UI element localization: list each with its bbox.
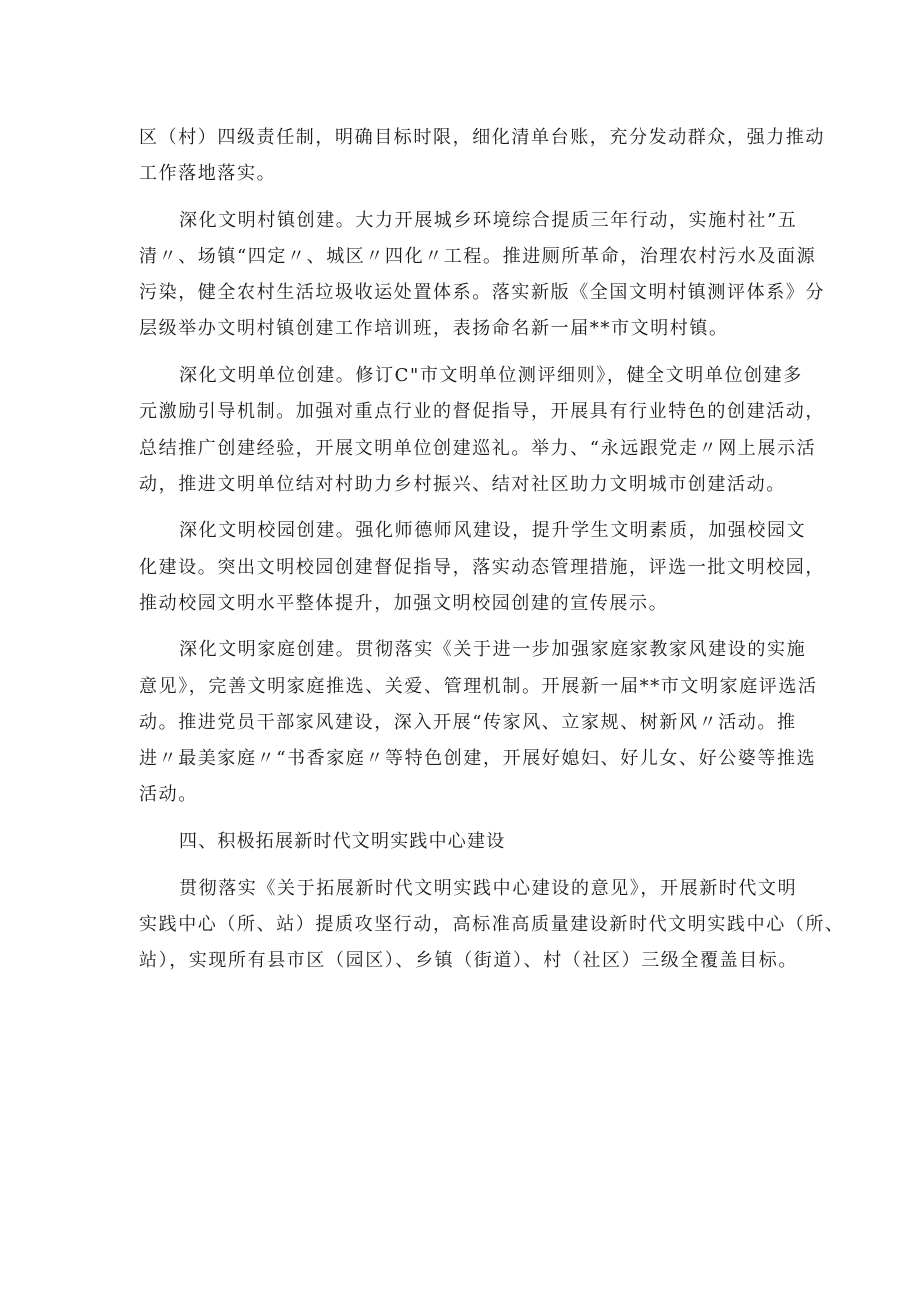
text-line: 站），实现所有县市区（园区）、乡镇（街道）、村（社区）三级全覆盖目标。 bbox=[139, 949, 798, 971]
text-line: 实践中心（所、站）提质攻坚行动，高标准高质量建设新时代文明实践中心（所、 bbox=[139, 913, 845, 935]
text-line: 清〃、场镇“四定〃、城区〃四化〃工程。推进厕所革命，治理农村污水及面源 bbox=[139, 246, 817, 268]
text-line: 总结推广创建经验，开展文明单位创建巡礼。举力、“永远跟党走〃网上展示活 bbox=[139, 437, 817, 459]
paragraph-civilized-villages bbox=[139, 203, 825, 348]
text-line: 动。推进党员干部家风建设，深入开展“传家风、立家规、树新风〃活动。推 bbox=[139, 711, 797, 733]
text-line: 层级举办文明村镇创建工作培训班，表扬命名新一届**市文明村镇。 bbox=[139, 318, 729, 340]
document-page bbox=[139, 120, 845, 979]
heading-text: 四、积极拓展新时代文明实践中心建设 bbox=[179, 830, 506, 852]
text-line: 深化文明校园创建。强化师德师风建设，提升学生文明素质，加强校园文 bbox=[179, 520, 807, 542]
section-heading-4 bbox=[139, 824, 789, 860]
text-line: 深化文明家庭创建。贯彻落实《关于进一步加强家庭家教家风建设的实施 bbox=[179, 639, 807, 661]
text-line: 活动。 bbox=[139, 784, 198, 806]
paragraph-civilized-families bbox=[139, 632, 818, 813]
text-line: 动，推进文明单位结对村助力乡村振兴、结对社区助力文明城市创建活动。 bbox=[139, 473, 786, 495]
text-line: 进〃最美家庭〃“书香家庭〃等特色创建，开展好媳妇、好儿女、好公婆等推选 bbox=[139, 748, 817, 769]
text-line: 化建设。突出文明校园创建督促指导，落实动态管理措施，评选一批文明校园， bbox=[139, 556, 825, 578]
text-line: 意见》，完善文明家庭推选、关爱、管理机制。开展新一届**市文明家庭评选活 bbox=[139, 675, 818, 697]
text-line: 工作落地落实。 bbox=[139, 163, 277, 185]
paragraph-practice-centers bbox=[139, 871, 845, 980]
text-line: 污染，健全农村生活垃圾收运处置体系。落实新版《全国文明村镇测评体系》分 bbox=[139, 282, 825, 304]
paragraph-responsibility bbox=[139, 120, 825, 192]
text-line: 元激励引导机制。加强对重点行业的督促指导，开展具有行业特色的创建活动， bbox=[139, 401, 825, 423]
text-line: 深化文明村镇创建。大力开展城乡环境综合提质三年行动，实施村社”五 bbox=[179, 209, 798, 231]
text-line: 区（村）四级责任制，明确目标时限，细化清单台账，充分发动群众，强力推动 bbox=[139, 127, 825, 148]
text-line: 深化文明单位创建。修订C"市文明单位测评细则》，健全文明单位创建多 bbox=[179, 365, 803, 387]
paragraph-civilized-units bbox=[139, 358, 825, 503]
paragraph-civilized-campus bbox=[139, 513, 825, 622]
text-line: 推动校园文明水平整体提升，加强文明校园创建的宣传展示。 bbox=[139, 592, 669, 614]
text-line: 贯彻落实《关于拓展新时代文明实践中心建设的意见》，开展新时代文明 bbox=[179, 877, 798, 899]
